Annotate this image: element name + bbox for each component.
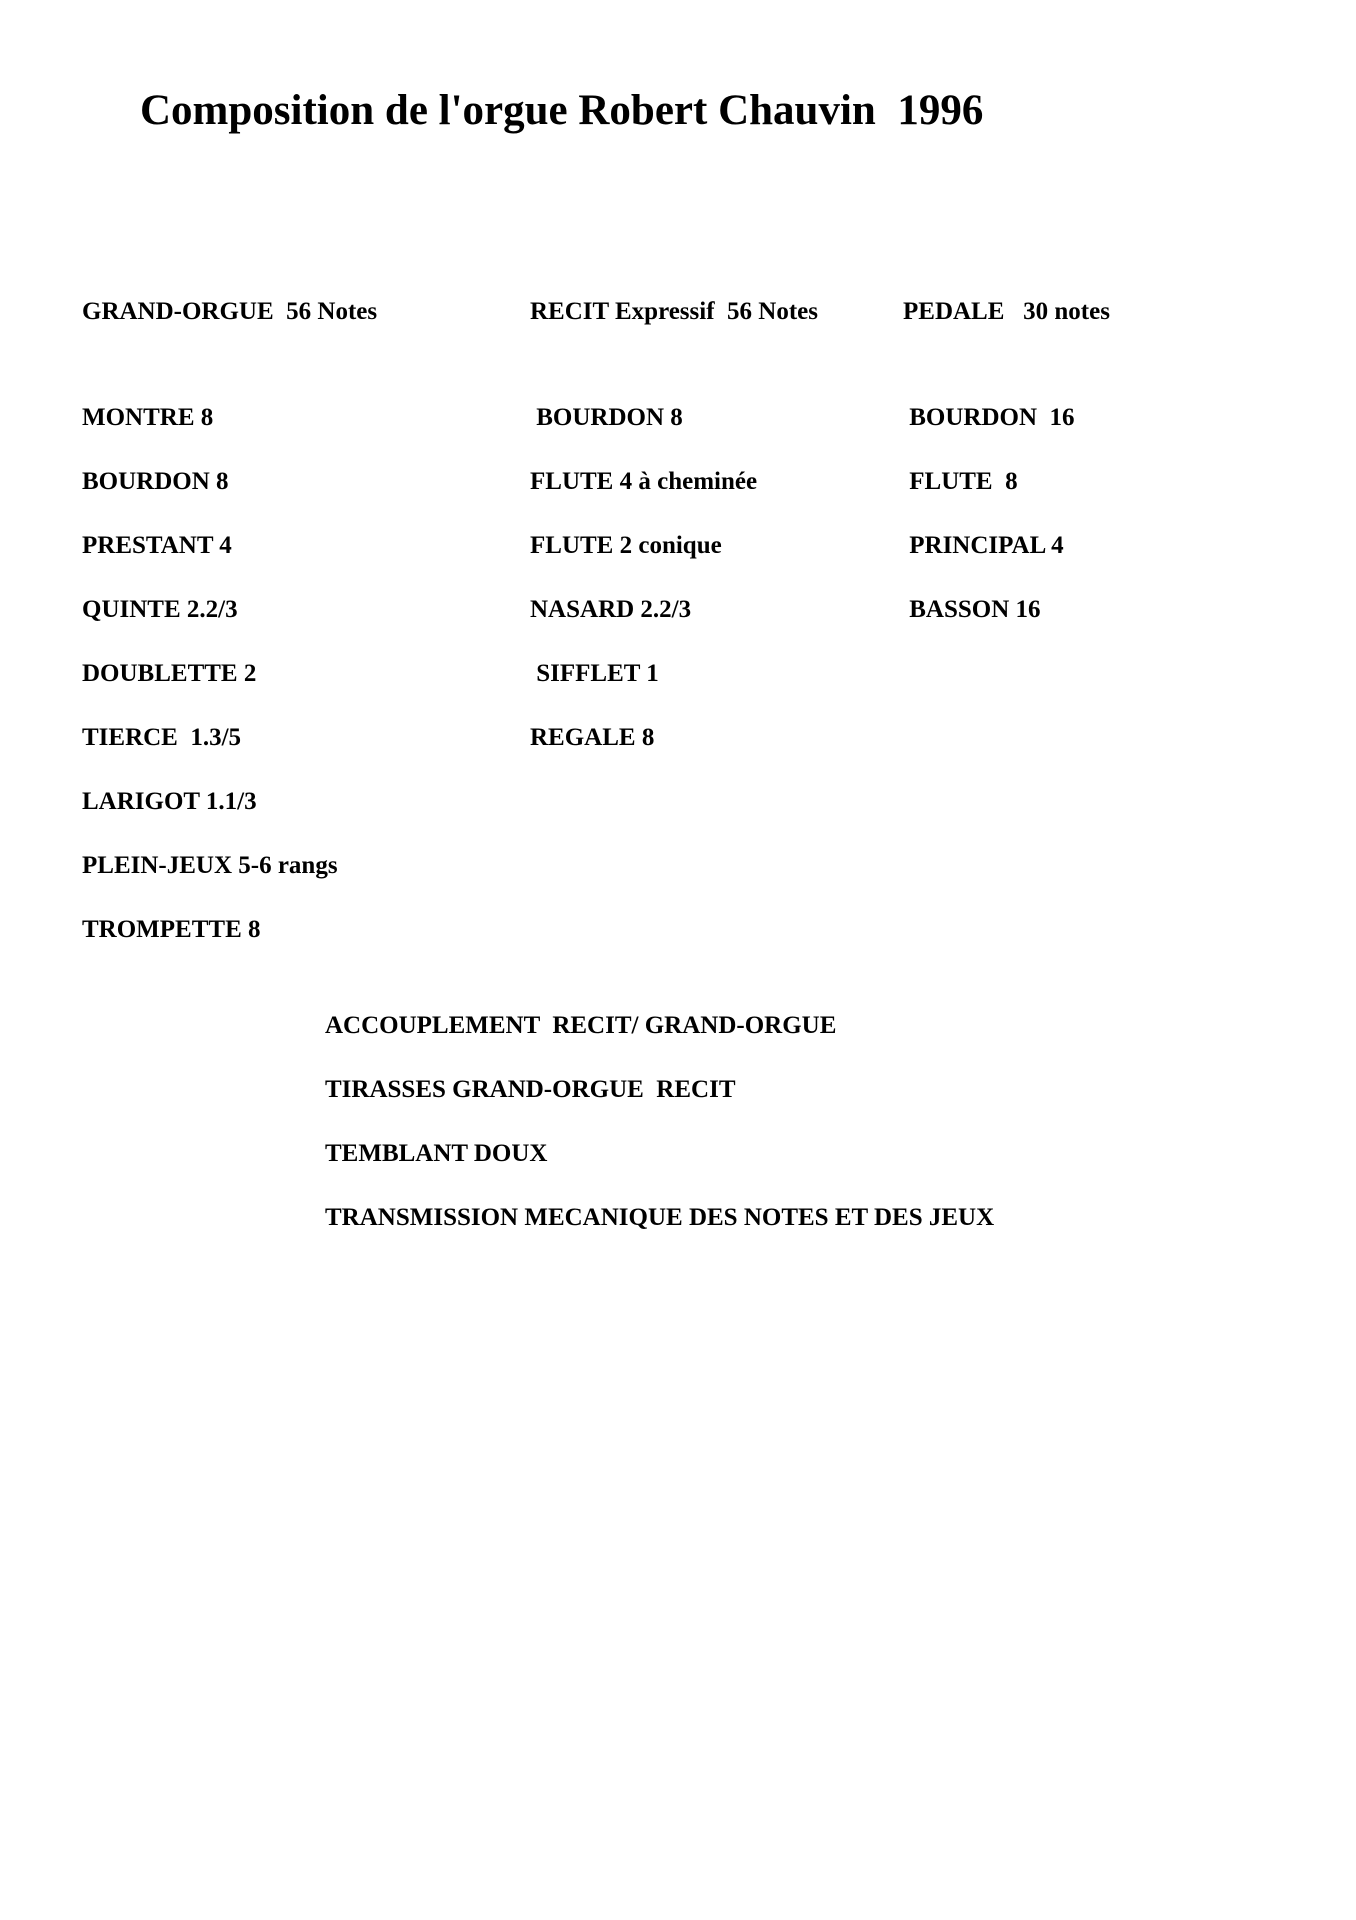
recit-stop: SIFFLET 1 bbox=[530, 660, 659, 687]
accessory-item: TRANSMISSION MECANIQUE DES NOTES ET DES JEUX bbox=[325, 1204, 995, 1231]
recit-stop-list bbox=[530, 404, 950, 788]
recit-header: RECIT Expressif 56 Notes bbox=[530, 298, 818, 325]
pedale-stop: BOURDON 16 bbox=[903, 404, 1075, 431]
pedale-stop: PRINCIPAL 4 bbox=[903, 532, 1064, 559]
pedale-stop: FLUTE 8 bbox=[903, 468, 1018, 495]
grand-orgue-stop: QUINTE 2.2/3 bbox=[82, 596, 238, 623]
pedale-header: PEDALE 30 notes bbox=[903, 298, 1110, 325]
recit-stop: BOURDON 8 bbox=[530, 404, 683, 431]
grand-orgue-stop: PLEIN-JEUX 5-6 rangs bbox=[82, 852, 338, 879]
pedale-stop: BASSON 16 bbox=[903, 596, 1041, 623]
recit-stop: FLUTE 2 conique bbox=[530, 532, 722, 559]
grand-orgue-stop: MONTRE 8 bbox=[82, 404, 214, 431]
accessory-item: ACCOUPLEMENT RECIT/ GRAND-ORGUE bbox=[325, 1012, 837, 1039]
grand-orgue-stop-list bbox=[82, 404, 502, 980]
pedale-column bbox=[903, 298, 1323, 660]
grand-orgue-stop: LARIGOT 1.1/3 bbox=[82, 788, 257, 815]
grand-orgue-column bbox=[82, 298, 502, 980]
grand-orgue-stop: TIERCE 1.3/5 bbox=[82, 724, 242, 751]
page-title: Composition de l'orgue Robert Chauvin 1996 bbox=[140, 87, 984, 134]
recit-column bbox=[530, 298, 950, 788]
recit-stop: NASARD 2.2/3 bbox=[530, 596, 692, 623]
grand-orgue-stop: TROMPETTE 8 bbox=[82, 916, 261, 943]
grand-orgue-header: GRAND-ORGUE 56 Notes bbox=[82, 298, 378, 325]
recit-stop: FLUTE 4 à cheminée bbox=[530, 468, 758, 495]
grand-orgue-stop: BOURDON 8 bbox=[82, 468, 229, 495]
accessory-item: TEMBLANT DOUX bbox=[325, 1140, 548, 1167]
accessories-list bbox=[325, 1012, 994, 1268]
pedale-stop-list bbox=[903, 404, 1323, 660]
grand-orgue-stop: PRESTANT 4 bbox=[82, 532, 232, 559]
grand-orgue-stop: DOUBLETTE 2 bbox=[82, 660, 257, 687]
recit-stop: REGALE 8 bbox=[530, 724, 655, 751]
accessory-item: TIRASSES GRAND-ORGUE RECIT bbox=[325, 1076, 736, 1103]
